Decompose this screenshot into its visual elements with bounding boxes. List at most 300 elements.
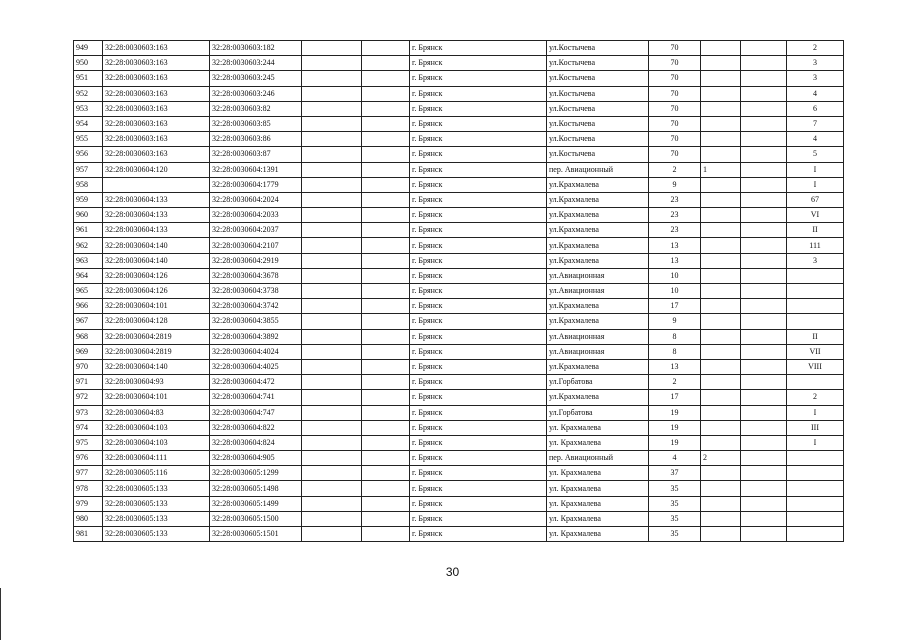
table-row	[74, 177, 844, 192]
cell-empty	[741, 208, 787, 223]
table-row	[74, 390, 844, 405]
cell-empty	[362, 253, 410, 268]
cell-building-number	[701, 375, 741, 390]
cell-apartment-number	[787, 481, 844, 496]
cell-building-number	[701, 435, 741, 450]
cell-house-number: 8	[649, 329, 701, 344]
cell-cadastral-number: 32:28:0030605:1499	[210, 496, 302, 511]
cell-street: пер. Авиационный	[547, 162, 649, 177]
cell-row-number: 976	[74, 451, 103, 466]
cell-empty	[302, 481, 362, 496]
cell-city: г. Брянск	[410, 268, 547, 283]
cell-parcel-number: 32:28:0030603:163	[103, 56, 210, 71]
cell-city: г. Брянск	[410, 284, 547, 299]
cell-empty	[362, 41, 410, 56]
cell-empty	[362, 511, 410, 526]
cell-empty	[362, 496, 410, 511]
cell-empty	[741, 405, 787, 420]
cell-city: г. Брянск	[410, 116, 547, 131]
cell-row-number: 953	[74, 101, 103, 116]
cell-empty	[741, 253, 787, 268]
cell-street: ул. Крахмалева	[547, 527, 649, 542]
cell-cadastral-number: 32:28:0030604:1391	[210, 162, 302, 177]
cell-parcel-number: 32:28:0030604:133	[103, 208, 210, 223]
cell-apartment-number: 4	[787, 86, 844, 101]
cell-cadastral-number: 32:28:0030605:1299	[210, 466, 302, 481]
cell-empty	[741, 481, 787, 496]
cell-city: г. Брянск	[410, 56, 547, 71]
cell-empty	[741, 162, 787, 177]
cell-cadastral-number: 32:28:0030603:82	[210, 101, 302, 116]
cell-apartment-number: 3	[787, 253, 844, 268]
table-row	[74, 466, 844, 481]
cell-apartment-number	[787, 496, 844, 511]
cell-building-number	[701, 390, 741, 405]
cell-apartment-number: VIII	[787, 359, 844, 374]
cell-row-number: 967	[74, 314, 103, 329]
cell-house-number: 35	[649, 527, 701, 542]
cell-empty	[741, 268, 787, 283]
cell-street: ул. Крахмалева	[547, 466, 649, 481]
cell-house-number: 13	[649, 238, 701, 253]
cell-empty	[302, 527, 362, 542]
cell-house-number: 19	[649, 435, 701, 450]
cell-building-number	[701, 177, 741, 192]
cell-empty	[302, 435, 362, 450]
cell-city: г. Брянск	[410, 375, 547, 390]
cell-apartment-number: I	[787, 405, 844, 420]
table-row	[74, 420, 844, 435]
cell-street: ул.Костычева	[547, 56, 649, 71]
cell-building-number	[701, 71, 741, 86]
cell-city: г. Брянск	[410, 147, 547, 162]
cell-row-number: 962	[74, 238, 103, 253]
cell-empty	[362, 375, 410, 390]
cell-city: г. Брянск	[410, 223, 547, 238]
table-row	[74, 511, 844, 526]
cell-empty	[362, 435, 410, 450]
cell-building-number	[701, 86, 741, 101]
cell-parcel-number: 32:28:0030604:2819	[103, 344, 210, 359]
cell-cadastral-number: 32:28:0030604:3892	[210, 329, 302, 344]
cell-empty	[302, 375, 362, 390]
cell-building-number	[701, 299, 741, 314]
cell-empty	[302, 359, 362, 374]
cell-apartment-number: VI	[787, 208, 844, 223]
cell-city: г. Брянск	[410, 162, 547, 177]
table-row	[74, 299, 844, 314]
cell-city: г. Брянск	[410, 527, 547, 542]
cell-apartment-number	[787, 375, 844, 390]
cell-street: ул.Костычева	[547, 147, 649, 162]
cell-empty	[362, 71, 410, 86]
cell-row-number: 965	[74, 284, 103, 299]
cell-street: ул.Крахмалева	[547, 253, 649, 268]
cell-house-number: 10	[649, 284, 701, 299]
cell-empty	[302, 71, 362, 86]
cell-cadastral-number: 32:28:0030603:85	[210, 116, 302, 131]
cell-row-number: 971	[74, 375, 103, 390]
cell-empty	[302, 299, 362, 314]
cell-parcel-number: 32:28:0030604:133	[103, 223, 210, 238]
cell-empty	[362, 223, 410, 238]
cell-row-number: 974	[74, 420, 103, 435]
cell-city: г. Брянск	[410, 359, 547, 374]
cell-row-number: 980	[74, 511, 103, 526]
cell-parcel-number: 32:28:0030604:140	[103, 238, 210, 253]
cell-apartment-number: VII	[787, 344, 844, 359]
cell-empty	[741, 223, 787, 238]
cell-apartment-number	[787, 284, 844, 299]
cell-city: г. Брянск	[410, 238, 547, 253]
cell-cadastral-number: 32:28:0030604:747	[210, 405, 302, 420]
cell-empty	[302, 192, 362, 207]
cell-city: г. Брянск	[410, 208, 547, 223]
cell-row-number: 960	[74, 208, 103, 223]
table-row	[74, 192, 844, 207]
cell-empty	[741, 284, 787, 299]
cell-parcel-number: 32:28:0030604:128	[103, 314, 210, 329]
cell-building-number	[701, 405, 741, 420]
cell-building-number	[701, 56, 741, 71]
cell-empty	[741, 511, 787, 526]
cell-parcel-number: 32:28:0030604:2819	[103, 329, 210, 344]
cell-city: г. Брянск	[410, 390, 547, 405]
table-row	[74, 223, 844, 238]
cell-building-number	[701, 238, 741, 253]
cell-street: ул. Крахмалева	[547, 511, 649, 526]
cell-house-number: 23	[649, 223, 701, 238]
cell-row-number: 968	[74, 329, 103, 344]
cell-empty	[741, 420, 787, 435]
cell-building-number	[701, 496, 741, 511]
cell-empty	[741, 314, 787, 329]
table-row	[74, 344, 844, 359]
cell-cadastral-number: 32:28:0030603:87	[210, 147, 302, 162]
cell-parcel-number: 32:28:0030604:120	[103, 162, 210, 177]
cell-street: ул.Крахмалева	[547, 177, 649, 192]
cell-apartment-number: 67	[787, 192, 844, 207]
cell-apartment-number: I	[787, 162, 844, 177]
cell-building-number	[701, 284, 741, 299]
cell-street: ул.Костычева	[547, 86, 649, 101]
table-row	[74, 86, 844, 101]
cell-empty	[302, 344, 362, 359]
cell-house-number: 70	[649, 41, 701, 56]
cell-building-number	[701, 41, 741, 56]
cell-empty	[741, 299, 787, 314]
cell-building-number	[701, 344, 741, 359]
cell-empty	[741, 41, 787, 56]
cell-house-number: 70	[649, 147, 701, 162]
table-row	[74, 101, 844, 116]
cell-empty	[741, 192, 787, 207]
cell-apartment-number: 3	[787, 56, 844, 71]
cell-building-number	[701, 253, 741, 268]
table-row	[74, 496, 844, 511]
cell-parcel-number: 32:28:0030603:163	[103, 116, 210, 131]
cell-row-number: 959	[74, 192, 103, 207]
cell-empty	[362, 405, 410, 420]
cell-parcel-number: 32:28:0030604:93	[103, 375, 210, 390]
cell-building-number	[701, 268, 741, 283]
table-row	[74, 208, 844, 223]
cell-empty	[302, 132, 362, 147]
table-row	[74, 435, 844, 450]
cell-building-number	[701, 481, 741, 496]
cell-house-number: 35	[649, 511, 701, 526]
table-row	[74, 132, 844, 147]
cell-cadastral-number: 32:28:0030604:4025	[210, 359, 302, 374]
cell-cadastral-number: 32:28:0030605:1500	[210, 511, 302, 526]
cell-cadastral-number: 32:28:0030603:246	[210, 86, 302, 101]
cell-building-number: 2	[701, 451, 741, 466]
cell-parcel-number: 32:28:0030604:140	[103, 359, 210, 374]
cell-street: ул.Крахмалева	[547, 192, 649, 207]
cell-empty	[362, 451, 410, 466]
cell-row-number: 964	[74, 268, 103, 283]
cell-empty	[741, 329, 787, 344]
cell-building-number	[701, 511, 741, 526]
cell-empty	[741, 101, 787, 116]
cell-house-number: 13	[649, 253, 701, 268]
cell-empty	[302, 405, 362, 420]
cell-building-number	[701, 359, 741, 374]
cell-house-number: 2	[649, 162, 701, 177]
cell-empty	[362, 390, 410, 405]
cell-street: ул.Горбатова	[547, 375, 649, 390]
cell-apartment-number: II	[787, 329, 844, 344]
cell-empty	[362, 466, 410, 481]
cell-row-number: 956	[74, 147, 103, 162]
table-row	[74, 329, 844, 344]
cell-house-number: 17	[649, 299, 701, 314]
cell-house-number: 17	[649, 390, 701, 405]
cell-empty	[302, 314, 362, 329]
cell-row-number: 950	[74, 56, 103, 71]
cell-empty	[741, 390, 787, 405]
cell-building-number	[701, 116, 741, 131]
cell-parcel-number: 32:28:0030603:163	[103, 147, 210, 162]
cell-empty	[362, 359, 410, 374]
cell-house-number: 70	[649, 86, 701, 101]
cell-house-number: 10	[649, 268, 701, 283]
cell-apartment-number: I	[787, 177, 844, 192]
cell-empty	[741, 496, 787, 511]
cell-parcel-number: 32:28:0030605:133	[103, 481, 210, 496]
cell-street: ул.Костычева	[547, 132, 649, 147]
cell-building-number	[701, 101, 741, 116]
cell-building-number	[701, 208, 741, 223]
table-row	[74, 162, 844, 177]
cell-city: г. Брянск	[410, 511, 547, 526]
cell-row-number: 961	[74, 223, 103, 238]
table-row	[74, 405, 844, 420]
cell-cadastral-number: 32:28:0030605:1498	[210, 481, 302, 496]
register-table-body	[74, 41, 844, 542]
cell-building-number	[701, 147, 741, 162]
cell-row-number: 955	[74, 132, 103, 147]
cell-parcel-number: 32:28:0030605:133	[103, 511, 210, 526]
cell-street: ул.Горбатова	[547, 405, 649, 420]
cell-parcel-number: 32:28:0030604:133	[103, 192, 210, 207]
cell-house-number: 70	[649, 56, 701, 71]
cell-house-number: 35	[649, 496, 701, 511]
cell-house-number: 4	[649, 451, 701, 466]
cell-cadastral-number: 32:28:0030604:472	[210, 375, 302, 390]
cell-cadastral-number: 32:28:0030604:741	[210, 390, 302, 405]
cell-cadastral-number: 32:28:0030603:245	[210, 71, 302, 86]
cell-street: ул.Авиационная	[547, 329, 649, 344]
cell-parcel-number: 32:28:0030604:140	[103, 253, 210, 268]
cell-empty	[362, 420, 410, 435]
cell-row-number: 958	[74, 177, 103, 192]
cell-building-number	[701, 527, 741, 542]
cell-cadastral-number: 32:28:0030604:824	[210, 435, 302, 450]
cell-row-number: 972	[74, 390, 103, 405]
cell-row-number: 981	[74, 527, 103, 542]
cell-cadastral-number: 32:28:0030604:4024	[210, 344, 302, 359]
cell-row-number: 951	[74, 71, 103, 86]
table-row	[74, 71, 844, 86]
cell-street: ул. Крахмалева	[547, 481, 649, 496]
cell-empty	[302, 511, 362, 526]
cell-apartment-number: 6	[787, 101, 844, 116]
cell-house-number: 70	[649, 116, 701, 131]
cell-house-number: 13	[649, 359, 701, 374]
cell-street: пер. Авиационный	[547, 451, 649, 466]
cell-city: г. Брянск	[410, 420, 547, 435]
cell-street: ул. Крахмалева	[547, 435, 649, 450]
cell-city: г. Брянск	[410, 496, 547, 511]
register-table	[73, 40, 844, 542]
cell-street: ул.Крахмалева	[547, 299, 649, 314]
cell-house-number: 9	[649, 177, 701, 192]
cell-parcel-number: 32:28:0030605:133	[103, 527, 210, 542]
cell-cadastral-number: 32:28:0030603:182	[210, 41, 302, 56]
cell-street: ул.Крахмалева	[547, 238, 649, 253]
cell-building-number	[701, 223, 741, 238]
table-row	[74, 41, 844, 56]
cell-empty	[302, 329, 362, 344]
cell-street: ул.Костычева	[547, 101, 649, 116]
cell-cadastral-number: 32:28:0030604:822	[210, 420, 302, 435]
cell-row-number: 957	[74, 162, 103, 177]
cell-empty	[302, 147, 362, 162]
cell-empty	[741, 177, 787, 192]
cell-building-number	[701, 329, 741, 344]
cell-city: г. Брянск	[410, 71, 547, 86]
table-row	[74, 375, 844, 390]
cell-house-number: 70	[649, 101, 701, 116]
cell-empty	[362, 284, 410, 299]
cell-apartment-number	[787, 511, 844, 526]
cell-apartment-number: 5	[787, 147, 844, 162]
table-row	[74, 527, 844, 542]
cell-apartment-number: 2	[787, 41, 844, 56]
cell-empty	[302, 41, 362, 56]
cell-row-number: 949	[74, 41, 103, 56]
cell-parcel-number: 32:28:0030603:163	[103, 101, 210, 116]
cell-empty	[741, 527, 787, 542]
cell-city: г. Брянск	[410, 192, 547, 207]
cell-city: г. Брянск	[410, 329, 547, 344]
cell-empty	[741, 238, 787, 253]
cell-house-number: 19	[649, 420, 701, 435]
cell-house-number: 70	[649, 71, 701, 86]
cell-cadastral-number: 32:28:0030604:2919	[210, 253, 302, 268]
cell-parcel-number: 32:28:0030603:163	[103, 86, 210, 101]
cell-empty	[302, 466, 362, 481]
cell-empty	[362, 162, 410, 177]
cell-cadastral-number: 32:28:0030604:905	[210, 451, 302, 466]
cell-street: ул.Крахмалева	[547, 208, 649, 223]
cell-street: ул.Авиационная	[547, 284, 649, 299]
cell-apartment-number	[787, 314, 844, 329]
table-row	[74, 359, 844, 374]
cell-house-number: 70	[649, 132, 701, 147]
cell-house-number: 19	[649, 405, 701, 420]
cell-empty	[362, 238, 410, 253]
cell-city: г. Брянск	[410, 405, 547, 420]
cell-empty	[302, 177, 362, 192]
cell-empty	[302, 420, 362, 435]
cell-city: г. Брянск	[410, 41, 547, 56]
cell-empty	[302, 238, 362, 253]
cell-street: ул.Крахмалева	[547, 314, 649, 329]
cell-parcel-number: 32:28:0030604:126	[103, 284, 210, 299]
cell-empty	[302, 101, 362, 116]
cell-city: г. Брянск	[410, 101, 547, 116]
cell-parcel-number: 32:28:0030604:103	[103, 435, 210, 450]
cell-parcel-number: 32:28:0030603:163	[103, 132, 210, 147]
cell-house-number: 9	[649, 314, 701, 329]
cell-apartment-number: I	[787, 435, 844, 450]
cell-parcel-number: 32:28:0030604:103	[103, 420, 210, 435]
cell-cadastral-number: 32:28:0030604:2107	[210, 238, 302, 253]
cell-empty	[741, 71, 787, 86]
cell-empty	[362, 481, 410, 496]
cell-empty	[302, 268, 362, 283]
cell-city: г. Брянск	[410, 344, 547, 359]
cell-row-number: 969	[74, 344, 103, 359]
cell-city: г. Брянск	[410, 466, 547, 481]
cell-row-number: 978	[74, 481, 103, 496]
table-row	[74, 238, 844, 253]
cell-parcel-number: 32:28:0030603:163	[103, 41, 210, 56]
cell-empty	[302, 496, 362, 511]
table-row	[74, 56, 844, 71]
cell-row-number: 954	[74, 116, 103, 131]
cell-apartment-number: 3	[787, 71, 844, 86]
cell-city: г. Брянск	[410, 132, 547, 147]
cell-empty	[741, 359, 787, 374]
cell-empty	[741, 466, 787, 481]
cell-cadastral-number: 32:28:0030603:86	[210, 132, 302, 147]
cell-building-number	[701, 420, 741, 435]
cell-empty	[302, 116, 362, 131]
cell-street: ул.Костычева	[547, 41, 649, 56]
cell-house-number: 35	[649, 481, 701, 496]
cell-cadastral-number: 32:28:0030604:2037	[210, 223, 302, 238]
cell-cadastral-number: 32:28:0030604:3738	[210, 284, 302, 299]
cell-empty	[362, 268, 410, 283]
cell-parcel-number: 32:28:0030605:116	[103, 466, 210, 481]
cell-city: г. Брянск	[410, 177, 547, 192]
cell-row-number: 979	[74, 496, 103, 511]
cell-parcel-number: 32:28:0030604:101	[103, 390, 210, 405]
cell-building-number	[701, 132, 741, 147]
